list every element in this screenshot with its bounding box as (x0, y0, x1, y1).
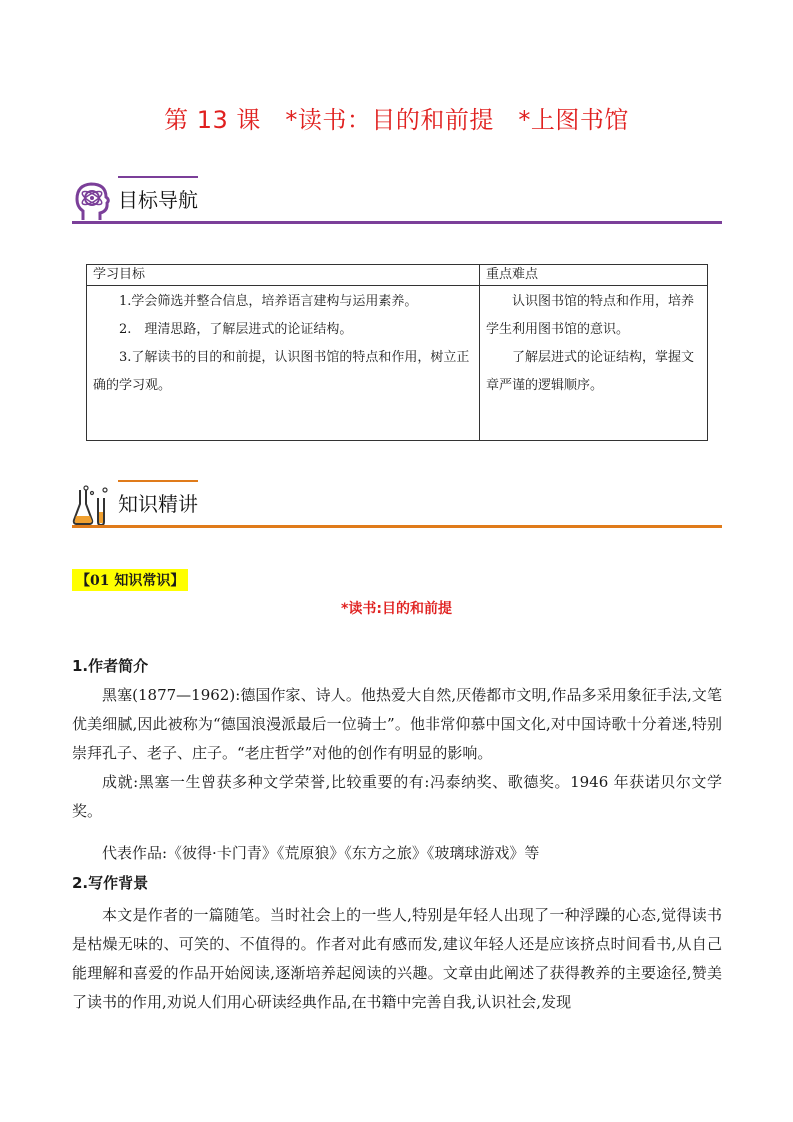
brain-head-icon (72, 180, 112, 224)
section-divider (72, 525, 722, 528)
heading-author: 1.作者简介 (72, 657, 149, 675)
section-divider (72, 221, 722, 224)
paragraph: 本文是作者的一篇随笔。当时社会上的一些人,特别是年轻人出现了一种浮躁的心态,觉得读书是枯燥无味的、可笑的、不值得的。作者对此有感而发,建议年轻人还是应该挤点时间看书,从自己能理解和喜爱的作品开始阅读,逐渐培养起阅读的兴趣。文章由此阐述了获得教养的主要途径,赞美了读书的作用,劝说人们用心研读经典作品,在书籍中完善自我,认识社会,发现 (72, 906, 722, 1011)
section-accent-line (118, 480, 198, 482)
section-header-knowledge (72, 480, 722, 532)
lab-flask-icon (72, 484, 112, 528)
keypoint-item: 认识图书馆的特点和作用，培养学生利用图书馆的意识。 (486, 294, 695, 337)
objective-item: 1.学会筛选并整合信息，培养语言建构与运用素养。 (119, 294, 418, 309)
objectives-cell (87, 286, 480, 441)
objective-item: 2. 理清思路，了解层进式的论证结构。 (119, 322, 353, 337)
goals-table (86, 264, 708, 441)
heading-background: 2.写作背景 (72, 874, 149, 892)
lesson-subtitle: *读书:目的和前提 (341, 601, 452, 617)
knowledge-badge: 【01 知识常识】 (72, 569, 188, 591)
table-header-keypoints: 重点难点 (480, 265, 708, 286)
paragraph: 代表作品:《彼得·卡门青》《荒原狼》《东方之旅》《玻璃球游戏》等 (102, 844, 540, 862)
paragraph: 黑塞(1877—1962):德国作家、诗人。他热爱大自然,厌倦都市文明,作品多采用象征手法,文笔优美细腻,因此被称为“德国浪漫派最后一位骑士”。他非常仰慕中国文化,对中国诗歌十分着迷,特别崇拜孔子、老子、庄子。“老庄哲学”对他的创作有明显的影响。 (72, 686, 722, 762)
keypoints-cell (480, 286, 708, 441)
section-accent-line (118, 176, 198, 178)
keypoint-item: 了解层进式的论证结构，掌握文章严谨的逻辑顺序。 (486, 350, 695, 393)
section-title: 目标导航 (118, 188, 198, 212)
page-title: 第 13 课 *读书：目的和前提 *上图书馆 (164, 106, 629, 134)
table-header-objectives: 学习目标 (87, 265, 480, 286)
objective-item: 3.了解读书的目的和前提，认识图书馆的特点和作用，树立正确的学习观。 (93, 350, 470, 393)
section-header-goals (72, 176, 722, 228)
section-title: 知识精讲 (118, 492, 198, 516)
paragraph: 成就:黑塞一生曾获多种文学荣誉,比较重要的有:冯泰纳奖、歌德奖。1946 年获诺贝尔文学奖。 (72, 773, 722, 820)
